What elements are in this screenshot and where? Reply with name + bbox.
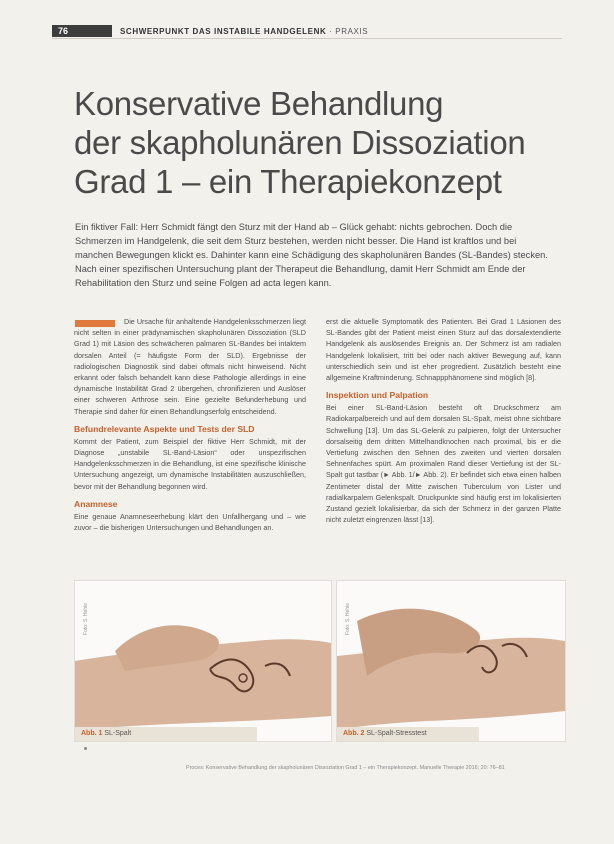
running-head-section: PRAXIS xyxy=(335,26,369,36)
right-paragraph-1: erst die aktuelle Symptomatik des Patienten. Bei Grad 1 Läsionen des SL-Bandes gibt der Patient meist einen Sturz auf das dorsalextendierte Handgelenk als auslösendes Ereignis an. Der Schmerz ist am radialen Handgelenk lokalisiert, tritt bei oder nach aktiver Bewegung auf, kann unterschiedlich sein und ist eher progredient. Zusätzlich besteht eine allgemeine Kraftminderung. Schnappphänomene sind möglich [8]. xyxy=(326,317,561,383)
heading-anamnese: Anamnese xyxy=(74,498,118,509)
left-paragraph-3: Eine genaue Anamneseerhebung klärt den Unfallhergang und – wie zuvor – die bisherigen Untersuchungen und Behandlungen an. xyxy=(74,511,306,533)
article-intro: Ein fiktiver Fall: Herr Schmidt fängt den Sturz mit der Hand ab – Glück gehabt: nichts gebrochen. Doch die Schmerzen im Handgelenk, die seit dem Sturz bestehen, werden nicht besser. Die Hand ist kraftlos und bei manchen Bewegungen klickt es. Dahinter kann eine Schädigung des skapholunären Bandes (SL-Bandes) stecken. Nach einer spezifischen Untersuchung plant der Therapeut die Behandlung, damit Herr Schmidt am Ende der Rehabilitation den Sturz und seine Folgen ad acta legen kann. xyxy=(75,222,548,288)
running-head-separator: · xyxy=(329,26,333,36)
figure-1-caption-text: SL-Spalt xyxy=(104,730,132,737)
title-line-2: der skapholunären Dissoziation xyxy=(74,124,526,161)
running-head xyxy=(120,27,368,36)
running-head-title: SCHWERPUNKT DAS INSTABILE HANDGELENK xyxy=(120,26,327,36)
citation-footer: Proces: Konservative Behandlung der skapholunären Dissoziation Grad 1 – ein Therapiekonzept. Manuelle Therapie 2016; 20: 76–81 xyxy=(186,765,505,771)
figure-2-credit: Foto: S. Hehle xyxy=(345,603,351,635)
heading-befund: Befundrelevante Aspekte und Tests der SLD xyxy=(74,423,255,434)
wrist-photo-2 xyxy=(337,581,565,741)
title-line-3: Grad 1 – ein Therapiekonzept xyxy=(74,163,502,200)
figure-2-caption xyxy=(337,727,479,741)
figure-2-label: Abb. 2 xyxy=(343,730,365,737)
wrist-photo-1 xyxy=(75,581,331,741)
article-title xyxy=(74,84,574,201)
left-column xyxy=(74,316,306,533)
figure-1 xyxy=(74,580,332,742)
right-paragraph-2: Bei einer SL-Band-Läsion besteht oft Druckschmerz am Radiokarpalbereich und auf dem dorsalen SL-Spalt, meist ohne sichtbare Schwellung [13]. Um das SL-Gelenk zu palpieren, folgt der Untersucher dorsalseitig dem dritten Mittelhandknochen nach proximal, bis er die Vertiefung zwischen den Sehnen des zweiten und vierten dorsalen Sehnenfaches spürt. Am proximalen Rand dieser Vertiefung ist der SL-Spalt gut tastbar (► Abb. 1/► Abb. 2). Er befindet sich etwa einen halben Zentimeter distal der Mitte zwischen Tuberculum von Lister und radialkarpalem Gelenkspalt. Druckpunkte sind häufig erst im lokalisierten Zustand gezielt lokalisierbar, da sich der Schmerz in der ganzen Platte nicht zuletzt eingrenzen lässt [13]. xyxy=(326,403,561,525)
heading-inspektion: Inspektion und Palpation xyxy=(326,390,429,401)
figure-1-caption xyxy=(75,727,257,741)
header-divider xyxy=(52,38,562,39)
figure-1-label: Abb. 1 xyxy=(81,730,103,737)
title-line-1: Konservative Behandlung xyxy=(74,85,444,122)
right-column xyxy=(326,316,561,525)
page-dot xyxy=(84,747,87,750)
page-number: 76 xyxy=(52,25,112,37)
left-paragraph-1: Die Ursache für anhaltende Handgelenksschmerzen liegt nicht selten in einer prädynamischen skapholunären Dissoziation (SLD Grad 1) mit Läsion des schwächeren palmaren SL-Bandes bei intaktem dorsalen Anteil (= häufigste Form der SLD). Ergebnisse der radiologischen Diagnostik sind dabei oftmals nicht hinweisend. Nicht erkannt oder falsch behandelt kann diese Pathologie allerdings in eine dynamische Instabilität Grad 2 übergehen, chronifizieren und Auslöser einer schweren Arthrose sein. Eine gezielte Befunderhebung und Therapie sind daher für einen Behandlungserfolg entscheidend. xyxy=(74,317,306,416)
figure-2-caption-text: SL-Spalt-Stresstest xyxy=(366,730,427,737)
running-header xyxy=(52,24,562,38)
figure-1-credit: Foto: S. Hehle xyxy=(83,603,89,635)
left-paragraph-2: Kommt der Patient, zum Beispiel der fiktive Herr Schmidt, mit der Diagnose „unstabile SL-Band-Läsion“ oder unspezifischen Handgelenksschmerzen in die Behandlung, ist eine spezifische klinische Untersuchung angezeigt, um dynamische Instabilitäten auszuschließen, bevor mit der Behandlung begonnen wird. xyxy=(74,436,306,491)
figure-2 xyxy=(336,580,566,742)
